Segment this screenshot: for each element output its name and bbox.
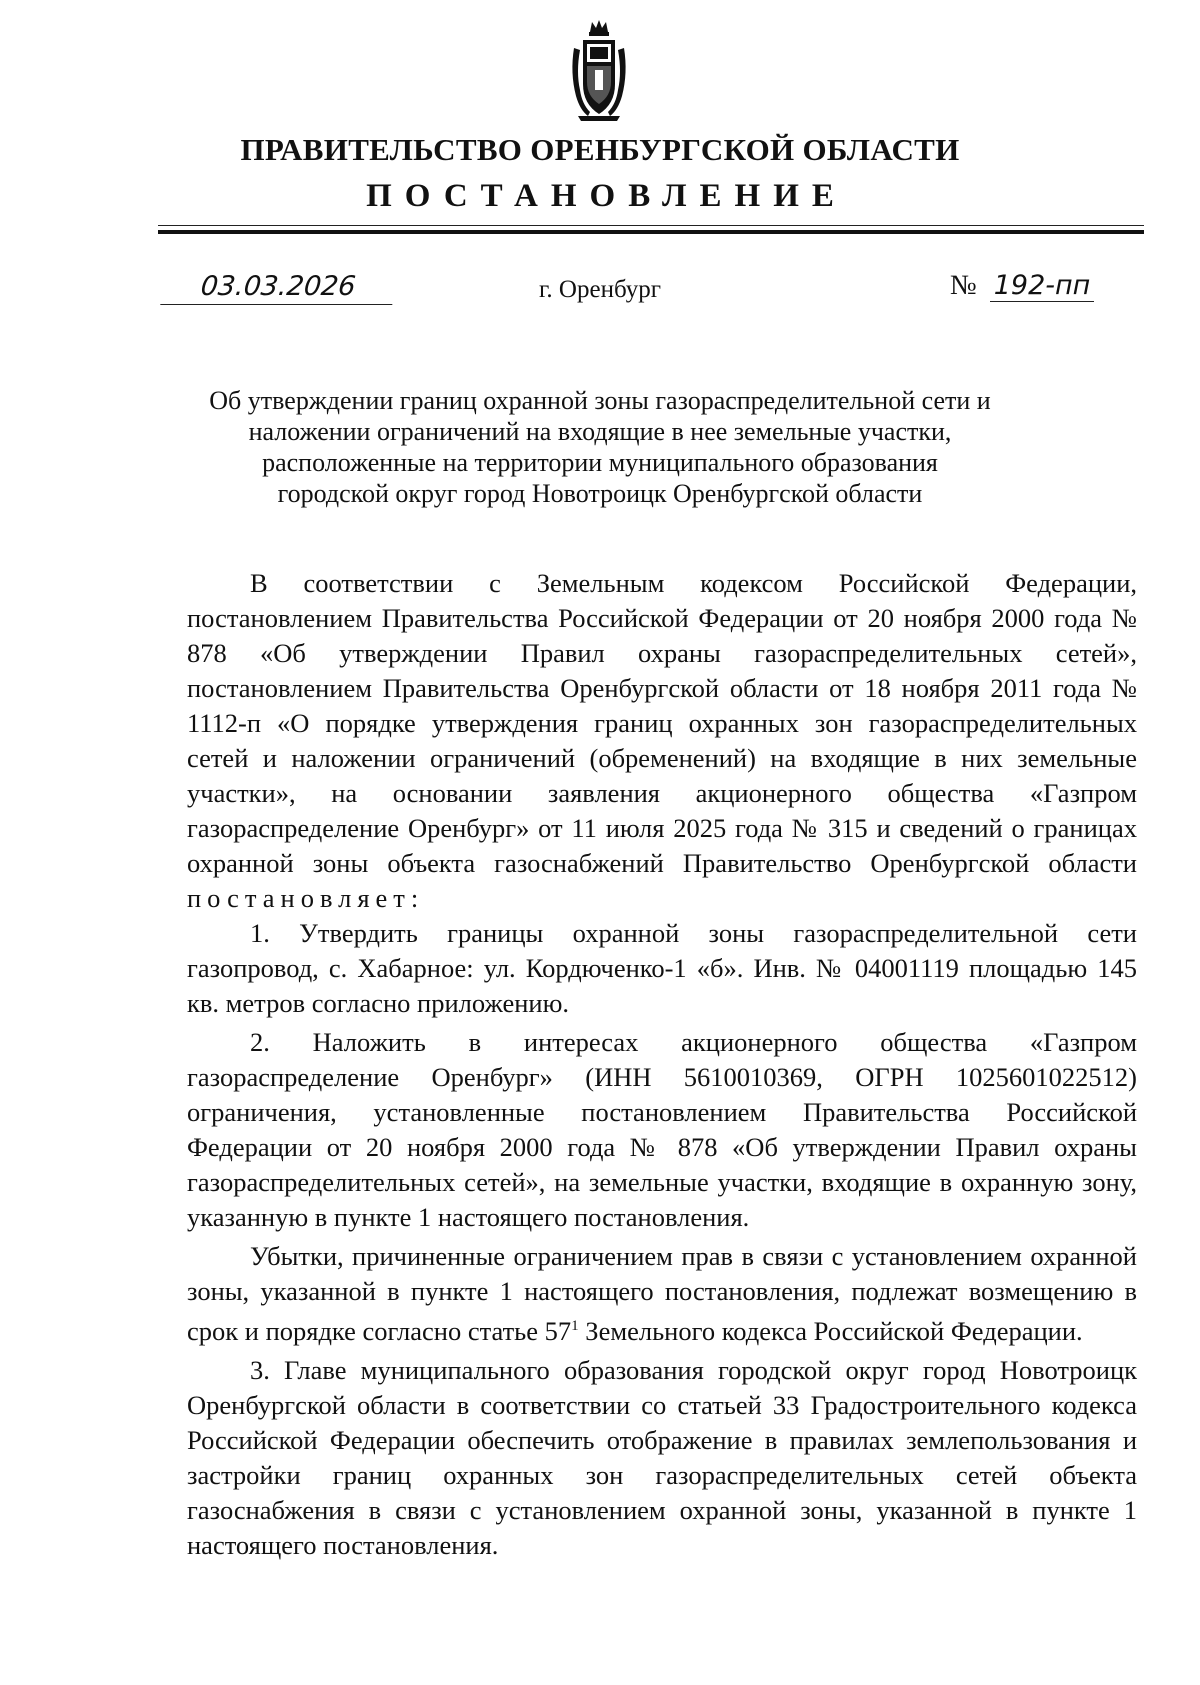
item-2-paragraph: 2. Наложить в интересах акционерного общества «Газпром газораспределение Оренбург» (ИНН 5610010369, ОГРН 1025601022512) ограничения, установленные постановлением Правительства Российской Федерации от 20 ноября 2000 года № 878 «Об утверждении Правил охраны газораспределительных сетей», на земельные участки, входящие в охранную зону, указанную в пункте 1 настоящего постановления. [187, 1027, 1137, 1232]
item-3-paragraph: 3. Главе муниципального образования городской округ город Новотроицк Оренбургской области в соответствии со статьей 33 Градостроительного кодекса Российской Федерации обеспечить отображение в правилах землепользования и застройки границ охранных зон газораспределительных сетей объекта газоснабжения в связи с установлением охранной зоны, указанной в пункте 1 настоящего постановления. [187, 1354, 1137, 1560]
document-date: 03.03.2026 [160, 272, 395, 305]
coat-of-arms-icon [568, 18, 630, 122]
organization-name: ПРАВИТЕЛЬСТВО ОРЕНБУРГСКОЙ ОБЛАСТИ [240, 132, 960, 167]
header-divider-thick [158, 230, 1144, 234]
document-number [950, 270, 1094, 302]
item-1-paragraph: 1. Утвердить границы охранной зоны газораспределительной сети газопровод, с. Хабарное: ул. Кордюченко-1 «б». Инв. № 04001119 площадью 145 кв. метров согласно приложению. [187, 918, 1137, 1018]
losses-paragraph [187, 1239, 1137, 1349]
losses-text-end: Земельного кодекса Российской Федерации. [578, 1315, 1083, 1346]
title-line: городской округ город Новотроицк Оренбургской области [277, 479, 923, 508]
title-line: Об утверждении границ охранной зоны газораспределительной сети и [209, 386, 991, 415]
losses-text: Убытки, причиненные ограничением прав в связи с установлением охранной зоны, указанной в пункте 1 настоящего постановления, подлежат возмещению в срок и порядке согласно статье 57 [187, 1241, 1137, 1346]
number-value: 192-пп [990, 270, 1095, 302]
document-type: ПОСТАНОВЛЕНИЕ [366, 178, 847, 214]
decree-word: постановляет: [187, 883, 425, 913]
title-line: расположенные на территории муниципального образования [262, 448, 938, 477]
document-title [150, 385, 1050, 509]
header-divider-thin [158, 225, 1144, 226]
preamble-text: В соответствии с Земельным кодексом Российской Федерации, постановлением Правительства Российской Федерации от 20 ноября 2000 года № 878 «Об утверждении Правил охраны газораспределительных сетей», постановлением Правительства Оренбургской области от 18 ноября 2011 года № 1112-п «О порядке утверждения границ охранных зон газораспределительных сетей и наложении ограничений (обременений) на входящие в них земельные участки», на основании заявления акционерного общества «Газпром газораспределение Оренбург» от 11 июля 2025 года № 315 и сведений о границах охранной зоны объекта газоснабжений Правительство Оренбургской области [187, 568, 1137, 878]
document-body [187, 566, 1137, 1563]
number-label: № [950, 270, 977, 301]
title-line: наложении ограничений на входящие в нее земельные участки, [248, 417, 952, 446]
preamble-paragraph [187, 566, 1137, 916]
article-superscript: 1 [571, 1318, 579, 1334]
document-city: г. Оренбург [539, 276, 661, 303]
